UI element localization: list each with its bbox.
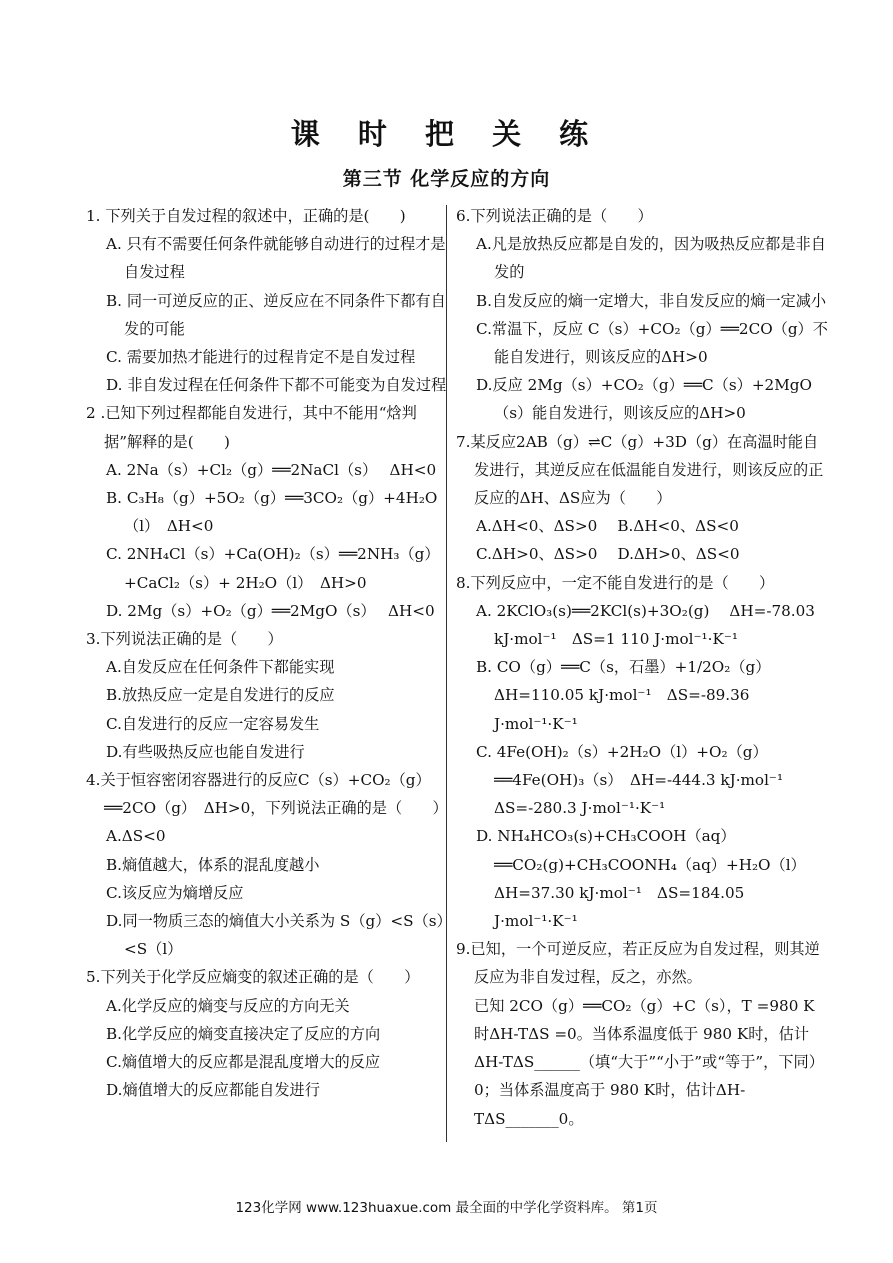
option-cd: C.ΔH>0、ΔS>0 D.ΔH>0、ΔS<0: [476, 545, 740, 564]
question-stem: 3.下列说法正确的是（ ）: [86, 630, 283, 649]
question-stem: 1. 下列关于自发过程的叙述中，正确的是( ): [86, 207, 406, 225]
option-d: D. 2Mg（s）+O₂（g）══2MgO（s） ΔH<0: [106, 601, 435, 620]
question-stem: 8.下列反应中，一定不能自发进行的是（ ）: [456, 573, 775, 592]
option-d: D.反应 2Mg（s）+CO₂（g）══C（s）+2MgO（s）能自发进行，则该反应的ΔH>0: [476, 376, 812, 423]
question-paragraph: 已知 2CO（g）══CO₂（g）+C（s），T =980 K时ΔH-TΔS =0。当体系温度低于 980 K时，估计ΔH-TΔS______（填“大于”“小于”或“等于”，下同）0；当体系温度高于 980 K时，估计ΔH-TΔS_______0。: [474, 996, 824, 1128]
option-d: D.有些吸热反应也能自发进行: [106, 742, 305, 761]
option-b: B.放热反应一定是自发进行的反应: [106, 686, 335, 705]
option-a: A.凡是放热反应都是自发的，因为吸热反应都是非自发的: [476, 235, 826, 282]
option-a: A. 2KClO₃(s)══2KCl(s)+3O₂(g) ΔH=-78.03 kJ·mol⁻¹ ΔS=1 110 J·mol⁻¹·K⁻¹: [476, 601, 815, 649]
option-d: D. NH₄HCO₃(s)+CH₃COOH（aq）══CO₂(g)+CH₃COONH₄（aq）+H₂O（l） ΔH=37.30 kJ·mol⁻¹ ΔS=184.05 J·mol⁻¹·K⁻¹: [476, 827, 814, 931]
question-9: [456, 935, 828, 1132]
question-7: [456, 428, 828, 569]
option-b: B. 同一可逆反应的正、逆反应在不同条件下都有自发的可能: [106, 291, 446, 338]
page-title: 课 时 把 关 练: [290, 117, 603, 151]
option-b: B. C₃H₈（g）+5O₂（g）══3CO₂（g）+4H₂O（l） ΔH<0: [106, 489, 438, 536]
option-b: B.化学反应的熵变直接决定了反应的方向: [106, 1024, 381, 1043]
option-d: D. 非自发过程在任何条件下都不可能变为自发过程: [106, 376, 447, 395]
option-c: C.常温下，反应 C（s）+CO₂（g）══2CO（g）不能自发进行，则该反应的ΔH>0: [476, 319, 828, 367]
question-6: [456, 202, 828, 428]
option-d: D.熵值增大的反应都能自发进行: [106, 1081, 320, 1100]
option-b: B. CO（g）══C（s，石墨）+1/2O₂（g） ΔH=110.05 kJ·mol⁻¹ ΔS=-89.36 J·mol⁻¹·K⁻¹: [476, 658, 779, 733]
option-a: A. 2Na（s）+Cl₂（g）══2NaCl（s） ΔH<0: [106, 460, 437, 479]
question-stem: 6.下列说法正确的是（ ）: [456, 207, 653, 225]
option-c: C. 2NH₄Cl（s）+Ca(OH)₂（s）══2NH₃（g）+CaCl₂（s）+ 2H₂O（l） ΔH>0: [106, 545, 440, 592]
option-d: D.同一物质三态的熵值大小关系为 S（g）<S（s）<S（l）: [106, 912, 452, 959]
option-a: A.化学反应的熵变与反应的方向无关: [106, 996, 350, 1015]
question-3: [86, 625, 454, 766]
question-4: [86, 766, 454, 963]
option-b: B.熵值越大，体系的混乱度越小: [106, 855, 320, 874]
question-stem: 2 .已知下列过程都能自发进行，其中不能用“焓判据”解释的是( ): [86, 404, 417, 451]
question-8: [456, 569, 828, 936]
option-a: A.自发反应在任何条件下都能实现: [106, 658, 335, 677]
question-2: [86, 399, 454, 625]
option-c: C. 4Fe(OH)₂（s）+2H₂O（l）+O₂（g）══4Fe(OH)₃（s） ΔH=-444.3 kJ·mol⁻¹ ΔS=-280.3 J·mol⁻¹·K⁻¹: [476, 742, 799, 818]
question-stem: 4.关于恒容密闭容器进行的反应C（s）+CO₂（g）══2CO（g） ΔH>0，下列说法正确的是（ ）: [86, 771, 448, 818]
option-c: C.熵值增大的反应都是混乱度增大的反应: [106, 1053, 381, 1072]
question-stem: 9.已知，一个可逆反应，若正反应为自发过程，则其逆反应为非自发过程，反之，亦然。: [456, 940, 820, 987]
question-stem: 7.某反应2AB（g）⇌C（g）+3D（g）在高温时能自发进行，其逆反应在低温能自发进行，则该反应的正反应的ΔH、ΔS应为（ ）: [456, 432, 824, 508]
option-a: A. 只有不需要任何条件就能够自动进行的过程才是自发过程: [106, 235, 446, 282]
option-c: C.该反应为熵增反应: [106, 883, 244, 902]
option-ab: A.ΔH<0、ΔS>0 B.ΔH<0、ΔS<0: [476, 517, 739, 536]
question-5: [86, 963, 454, 1104]
question-1: [86, 202, 454, 399]
left-column: [86, 202, 454, 1105]
page-footer: 123化学网 www.123huaxue.com 最全面的中学化学资料库。 第1页: [235, 1200, 658, 1216]
option-b: B.自发反应的熵一定增大，非自发反应的熵一定减小: [476, 291, 827, 310]
question-stem: 5.下列关于化学反应熵变的叙述正确的是（ ）: [86, 968, 420, 987]
right-column: [456, 202, 828, 1133]
option-a: A.ΔS<0: [106, 827, 166, 846]
section-subtitle: 第三节 化学反应的方向: [342, 168, 551, 190]
option-c: C.自发进行的反应一定容易发生: [106, 714, 320, 733]
option-c: C. 需要加热才能进行的过程肯定不是自发过程: [106, 348, 416, 367]
